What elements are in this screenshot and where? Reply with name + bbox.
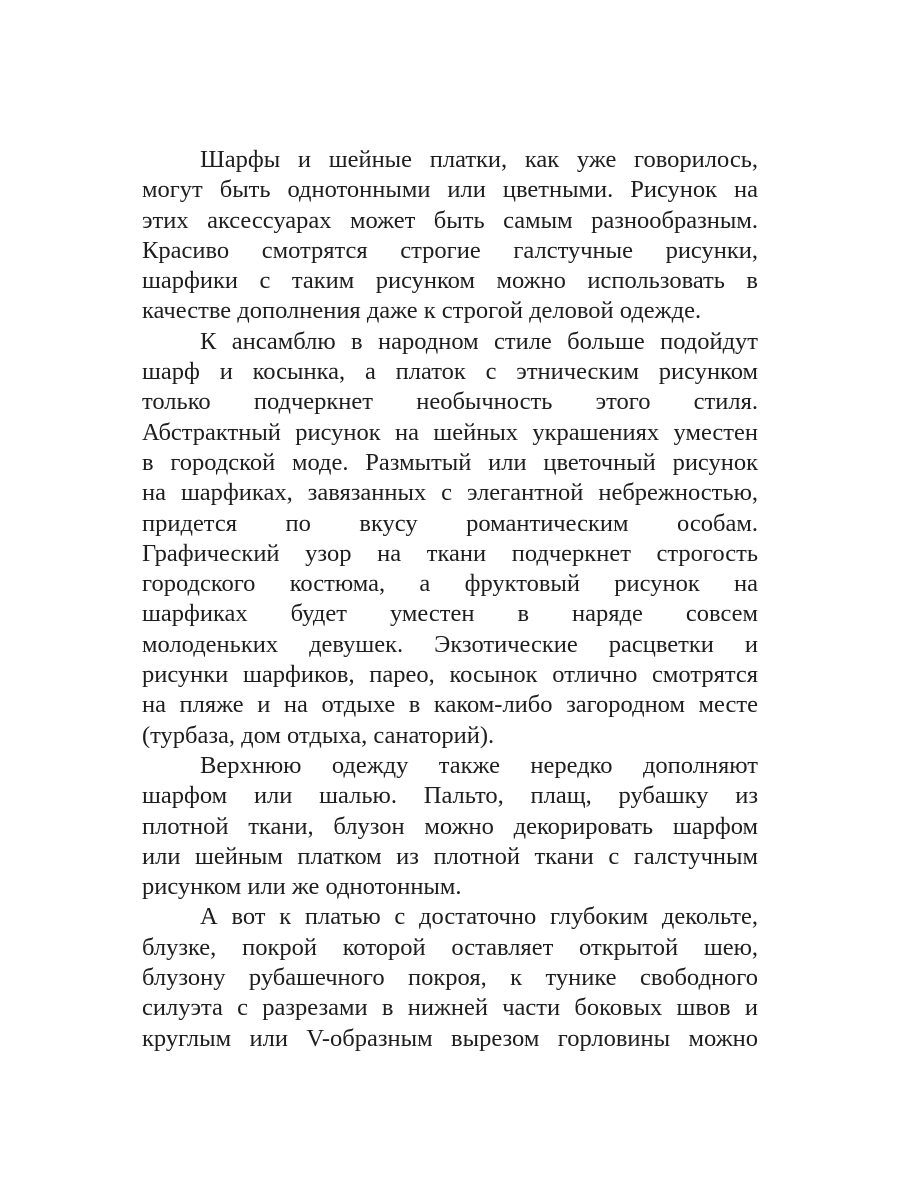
text-line: только подчеркнет необычность этого стиля. bbox=[142, 388, 758, 416]
text-line: в городской моде. Размытый или цветочный рисунок bbox=[142, 448, 758, 476]
text-line: силуэта с разрезами в нижней части боковых швов и bbox=[142, 994, 758, 1022]
text-line: на шарфиках, завязанных с элегантной небрежностью, bbox=[142, 479, 758, 507]
text-line: рисунком или же однотонным. bbox=[142, 873, 462, 901]
text-line: молоденьких девушек. Экзотические расцветки и bbox=[142, 630, 758, 658]
text-line: (турбаза, дом отдыха, санаторий). bbox=[142, 721, 495, 749]
text-line: шарфиках будет уместен в наряде совсем bbox=[142, 600, 758, 628]
text-line: городского костюма, а фруктовый рисунок на bbox=[142, 570, 758, 598]
text-line: А вот к платью с достаточно глубоким декольте, bbox=[200, 903, 758, 931]
text-line: Шарфы и шейные платки, как уже говорилось, bbox=[200, 146, 758, 173]
text-line: К ансамблю в народном стиле больше подойдут bbox=[200, 327, 758, 355]
paragraph-4 bbox=[142, 902, 758, 1053]
text-line: шарфом или шалью. Пальто, плащ, рубашку из bbox=[142, 782, 758, 810]
text-line: шарфики с таким рисунком можно использовать в bbox=[142, 267, 758, 295]
text-line: могут быть однотонными или цветными. Рисунок на bbox=[142, 176, 758, 204]
text-line: качестве дополнения даже к строгой деловой одежде. bbox=[142, 297, 702, 325]
text-line: или шейным платком из плотной ткани с галстучным bbox=[142, 842, 758, 870]
text-line: шарф и косынка, а платок с этническим рисунком bbox=[142, 358, 758, 386]
paragraph-1 bbox=[142, 145, 758, 327]
text-line: плотной ткани, блузон можно декорировать шарфом bbox=[142, 812, 758, 840]
paragraph-2 bbox=[142, 327, 758, 751]
text-line: на пляже и на отдыхе в каком-либо загородном месте bbox=[142, 691, 758, 719]
text-line: рисунки шарфиков, парео, косынок отлично смотрятся bbox=[142, 661, 758, 689]
paragraph-3 bbox=[142, 751, 758, 902]
text-line: придется по вкусу романтическим особам. bbox=[142, 509, 758, 537]
text-line: круглым или V-образным вырезом горловины можно bbox=[142, 1024, 758, 1052]
text-line: Графический узор на ткани подчеркнет строгость bbox=[142, 539, 758, 567]
text-line: блузке, покрой которой оставляет открытой шею, bbox=[142, 933, 758, 961]
text-line: Верхнюю одежду также нередко дополняют bbox=[200, 751, 758, 779]
text-line: Абстрактный рисунок на шейных украшениях уместен bbox=[142, 418, 758, 446]
text-line: блузону рубашечного покроя, к тунике свободного bbox=[142, 964, 758, 992]
text-line: этих аксессуарах может быть самым разнообразным. bbox=[142, 206, 758, 234]
text-line: Красиво смотрятся строгие галстучные рисунки, bbox=[142, 236, 758, 264]
body-text bbox=[142, 145, 758, 1054]
